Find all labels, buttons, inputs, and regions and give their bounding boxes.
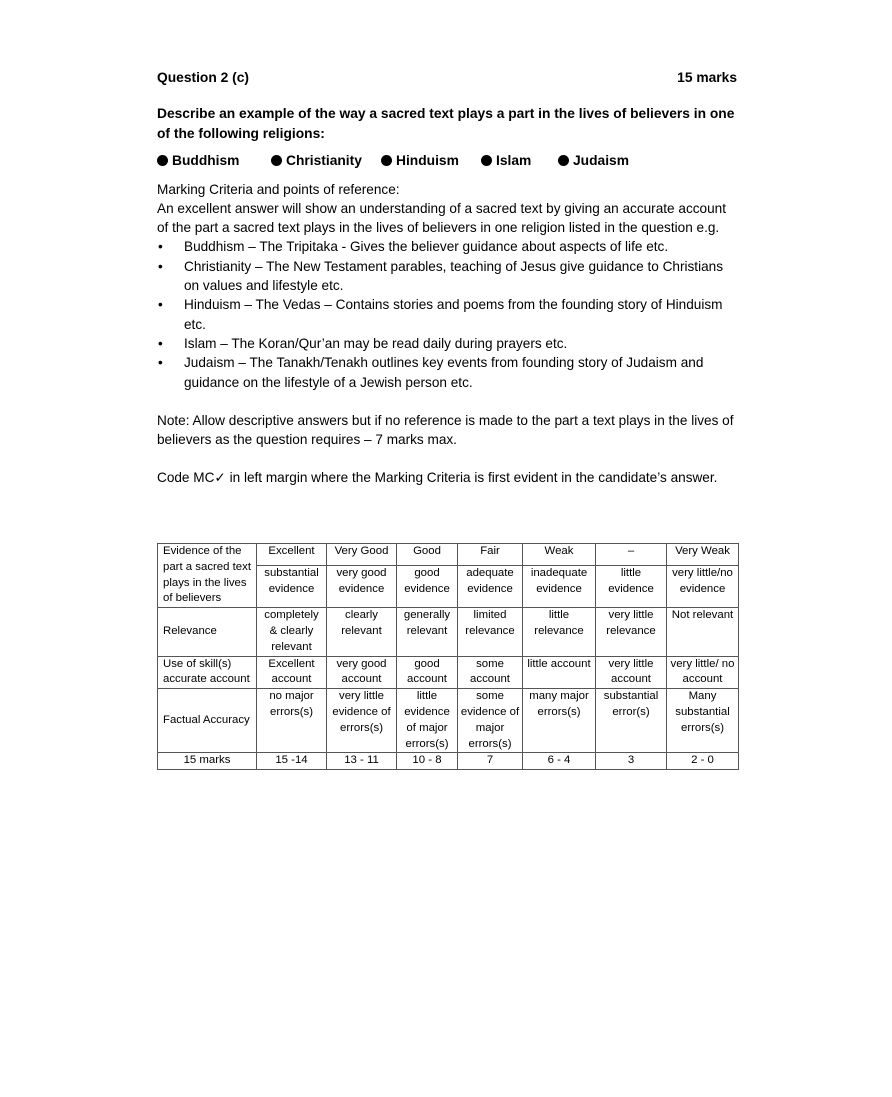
table-cell: very little account <box>596 656 667 689</box>
question-number: Question 2 (c) <box>157 70 249 85</box>
table-cell: very little/no evidence <box>667 565 739 607</box>
bullet-icon: • <box>158 297 163 313</box>
grade-header: – <box>596 544 667 566</box>
table-cell: completely & clearly relevant <box>257 608 327 656</box>
bullet-dot-icon <box>157 155 168 166</box>
reference-points-list <box>157 237 737 391</box>
religion-label: Judaism <box>573 153 629 169</box>
marking-scheme-page <box>157 68 737 767</box>
table-row <box>158 544 739 566</box>
grade-header: Very Good <box>327 544 397 566</box>
marks-row-header: 15 marks <box>158 753 257 770</box>
table-cell: substantial evidence <box>257 565 327 607</box>
bullet-icon: • <box>158 239 163 255</box>
marks-cell: 3 <box>596 753 667 770</box>
marks-cell: 15 -14 <box>257 753 327 770</box>
table-cell: very little/ no account <box>667 656 739 689</box>
question-header <box>157 68 737 87</box>
table-row <box>158 753 739 770</box>
marks-cell: 7 <box>458 753 523 770</box>
table-row-header: Relevance <box>158 608 257 656</box>
table-cell: very good account <box>327 656 397 689</box>
list-item <box>157 257 737 296</box>
list-item <box>157 334 737 353</box>
table-cell: very good evidence <box>327 565 397 607</box>
marking-grid-table <box>157 543 739 770</box>
bullet-icon: • <box>158 335 163 351</box>
table-row-header: Factual Accuracy <box>158 689 257 753</box>
religion-list <box>157 151 737 170</box>
grade-header: Excellent <box>257 544 327 566</box>
criteria-title: Marking Criteria and points of reference: <box>157 181 400 197</box>
grade-header: Weak <box>523 544 596 566</box>
religion-item <box>481 151 558 170</box>
list-item <box>157 353 737 392</box>
table-cell: Many substantial errors(s) <box>667 689 739 753</box>
table-cell: little evidence <box>596 565 667 607</box>
reference-point: Judaism – The Tanakh/Tenakh outlines key events from founding story of Judaism and guidance on the lifestyle of a Jewish person etc. <box>184 355 704 390</box>
question-marks: 15 marks <box>677 70 737 85</box>
bullet-icon: • <box>158 258 163 274</box>
table-cell: clearly relevant <box>327 608 397 656</box>
marks-cell: 13 - 11 <box>327 753 397 770</box>
table-row-header: Use of skill(s) accurate account <box>158 656 257 689</box>
table-cell: Excellent account <box>257 656 327 689</box>
marking-note: Note: Allow descriptive answers but if no reference is made to the part a text plays in the lives of believers as the question requires – 7 marks max. <box>157 412 734 448</box>
list-item <box>157 295 737 334</box>
table-cell: some account <box>458 656 523 689</box>
religion-label: Christianity <box>286 153 362 169</box>
table-cell: good evidence <box>397 565 458 607</box>
reference-point: Hinduism – The Vedas – Contains stories and poems from the founding story of Hinduism etc. <box>184 297 723 332</box>
reference-point: Christianity – The New Testament parables, teaching of Jesus give guidance to Christians on values and lifestyle etc. <box>184 258 724 294</box>
reference-point: Islam – The Koran/Qur’an may be read daily during prayers etc. <box>184 335 568 351</box>
table-cell: very little evidence of errors(s) <box>327 689 397 753</box>
religion-item <box>271 151 381 170</box>
table-cell: generally relevant <box>397 608 458 656</box>
religion-label: Buddhism <box>172 153 240 169</box>
criteria-intro: An excellent answer will show an understanding of a sacred text by giving an accurate account of the part a sacred text plays in the lives of believers in one religion listed in the question e.g. <box>157 200 726 236</box>
question-text: Describe an example of the way a sacred text plays a part in the lives of believers in one of the following religions: <box>157 106 735 141</box>
table-cell: many major errors(s) <box>523 689 596 753</box>
table-cell: limited relevance <box>458 608 523 656</box>
marks-cell: 2 - 0 <box>667 753 739 770</box>
bullet-dot-icon <box>558 155 569 166</box>
bullet-dot-icon <box>381 155 392 166</box>
table-cell: little evidence of major errors(s) <box>397 689 458 753</box>
religion-item <box>157 151 271 170</box>
bullet-icon: • <box>158 355 163 371</box>
table-cell: little relevance <box>523 608 596 656</box>
code-instruction: Code MC✓ in left margin where the Marking Criteria is first evident in the candidate’s answer. <box>157 470 718 486</box>
table-row-header: Evidence of the part a sacred text plays in the lives of believers <box>158 544 257 608</box>
religion-item <box>381 151 481 170</box>
table-row <box>158 608 739 656</box>
table-cell: inadequate evidence <box>523 565 596 607</box>
marks-cell: 6 - 4 <box>523 753 596 770</box>
grade-header: Very Weak <box>667 544 739 566</box>
table-row <box>158 689 739 753</box>
grade-header: Fair <box>458 544 523 566</box>
reference-point: Buddhism – The Tripitaka - Gives the believer guidance about aspects of life etc. <box>184 239 669 255</box>
table-cell: very little relevance <box>596 608 667 656</box>
table-cell: some evidence of major errors(s) <box>458 689 523 753</box>
table-cell: good account <box>397 656 458 689</box>
list-item <box>157 237 737 256</box>
marks-cell: 10 - 8 <box>397 753 458 770</box>
religion-label: Hinduism <box>396 153 459 169</box>
religion-item <box>558 151 629 170</box>
table-cell: adequate evidence <box>458 565 523 607</box>
table-cell: substantial error(s) <box>596 689 667 753</box>
table-cell: Not relevant <box>667 608 739 656</box>
table-cell: little account <box>523 656 596 689</box>
grade-header: Good <box>397 544 458 566</box>
religion-label: Islam <box>496 153 532 169</box>
bullet-dot-icon <box>271 155 282 166</box>
table-row <box>158 656 739 689</box>
bullet-dot-icon <box>481 155 492 166</box>
table-cell: no major errors(s) <box>257 689 327 753</box>
